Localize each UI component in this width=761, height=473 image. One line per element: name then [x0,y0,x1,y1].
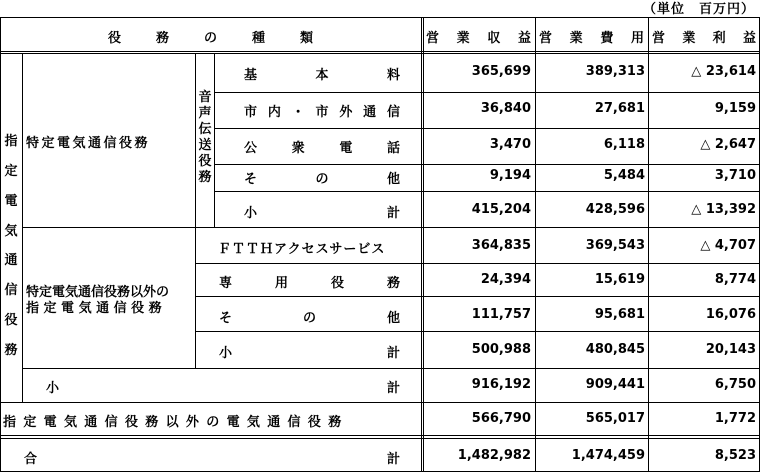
non-specific-label-line2: 指 定 電 気 通 信 役 務 [26,301,162,316]
cell-revenue: 36,840 [480,101,531,116]
cell-revenue: 24,394 [480,272,531,287]
cell-revenue: 916,192 [471,377,531,392]
cell-profit: △ 23,614 [691,64,756,79]
specific-telecom-label: 特定電気通信役務 [26,136,151,151]
cell-profit: 3,710 [714,168,756,183]
cell-profit: 9,159 [714,101,756,116]
cell-revenue: 365,699 [471,64,531,79]
cell-expense: 428,596 [585,202,645,217]
row-label-grand-total: 合 計 [24,452,400,467]
header-expense: 営 業 費 用 [539,31,644,46]
header-revenue: 営 業 収 益 [426,31,531,46]
unit-note: （単位 百万円） [642,2,755,17]
cell-revenue: 3,470 [489,137,531,152]
cell-revenue: 566,790 [471,411,531,426]
cell-expense: 1,474,459 [571,448,645,463]
row-label-voice-subtotal: 小 計 [244,206,400,221]
row-label-local-long-distance: 市 内 ・ 市 外 通 信 [244,105,400,120]
cell-revenue: 500,988 [471,342,531,357]
cell-expense: 27,681 [594,101,645,116]
cell-expense: 480,845 [585,342,645,357]
cell-profit: 1,772 [714,411,756,426]
cell-expense: 909,441 [585,377,645,392]
cell-revenue: 9,194 [489,168,531,183]
row-label-leased-line: 専 用 役 務 [219,276,400,291]
cell-revenue: 415,204 [471,202,531,217]
cell-profit: 16,076 [705,307,756,322]
non-specific-label-line1: 特定電気通信役務以外の [26,285,170,300]
header-category: 役 務 の 種 類 [108,31,313,46]
row-label-nonspecific-subtotal: 小 計 [219,346,400,361]
cell-profit: 6,750 [714,377,756,392]
cell-profit: △ 13,392 [691,202,756,217]
cell-revenue: 111,757 [471,307,531,322]
row-label-ftth: ＦＴＴＨアクセスサービス [218,242,386,257]
header-profit: 営 業 利 益 [652,31,756,46]
cell-revenue: 1,482,982 [457,448,531,463]
cell-expense: 389,313 [585,64,645,79]
cell-expense: 95,681 [594,307,645,322]
cell-profit: 8,774 [714,272,756,287]
designated-telecom-label: 指 定 電 気 通 信 役 務 [4,134,18,358]
cell-expense: 565,017 [585,411,645,426]
cell-revenue: 364,835 [471,238,531,253]
cell-expense: 369,543 [585,238,645,253]
row-label-other-nonspecific: そ の 他 [219,311,400,326]
cell-profit: 20,143 [705,342,756,357]
voice-transmission-label: 音 声 伝 送 役 務 [198,90,212,185]
cell-expense: 6,118 [603,137,645,152]
row-label-basic-fee: 基 本 料 [244,68,400,83]
cell-expense: 5,484 [603,168,645,183]
row-label-public-phone: 公 衆 電 話 [244,141,400,156]
row-label-other-telecom: 指 定 電 気 通 信 役 務 以 外 の 電 気 通 信 役 務 [3,415,343,430]
cell-profit: △ 4,707 [700,238,756,253]
row-label-other-voice: そ の 他 [244,172,400,187]
cell-profit: △ 2,647 [700,137,756,152]
row-label-designated-subtotal: 小 計 [46,381,400,396]
cell-expense: 15,619 [594,272,645,287]
cell-profit: 8,523 [714,448,756,463]
